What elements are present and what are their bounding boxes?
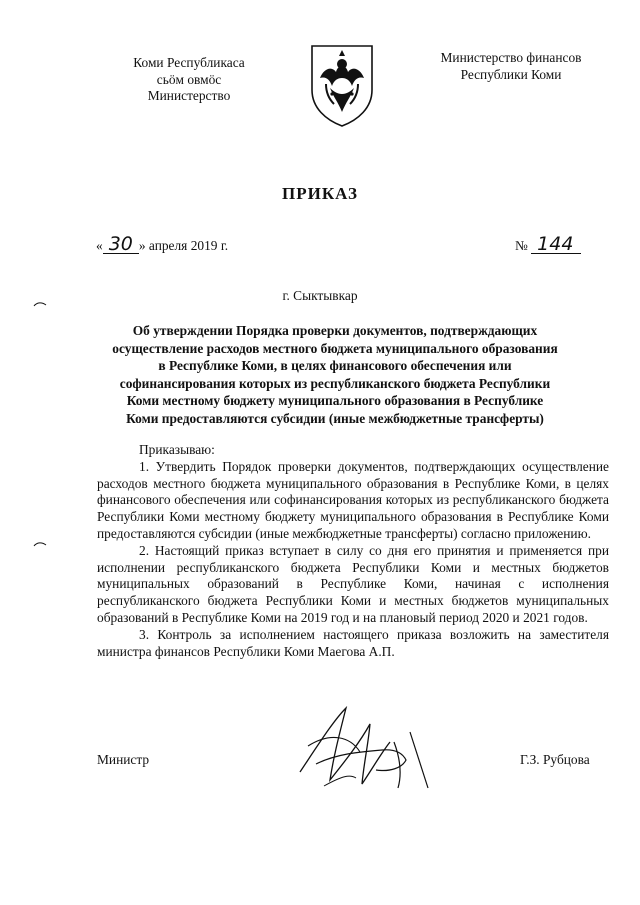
- number-prefix: №: [515, 238, 528, 253]
- number-value-handwritten: 144: [531, 236, 581, 254]
- subject-line: Об утверждении Порядка проверки документов, подтверждающих: [132, 323, 538, 338]
- header-left-line: сьӧм овмӧс: [156, 71, 222, 87]
- subject-line: Коми предоставляются субсидии (иные межбюджетные трансферты): [126, 410, 544, 426]
- order-item-3: 3. Контроль за исполнением настоящего приказа возложить на заместителя министра финансов Республики Коми Маегова А.П.: [97, 626, 609, 659]
- city: г. Сыктывкар: [282, 288, 358, 303]
- handwritten-signature-icon: [290, 702, 440, 794]
- order-number: [515, 233, 581, 255]
- margin-mark: [33, 300, 47, 308]
- signatory-name: Г.З. Рубцова: [520, 752, 590, 767]
- order-subject: [90, 322, 580, 428]
- ministry-name-komi: [108, 55, 270, 105]
- order-body: [97, 442, 609, 660]
- subject-line: софинансирования которых из республиканского бюджета Республики: [119, 375, 551, 391]
- date-open-quote: «: [96, 238, 103, 253]
- header-right-line: Министерство финансов: [440, 50, 582, 65]
- header-left-line: Коми Республикаса: [133, 55, 245, 70]
- header-right-line: Республики Коми: [460, 66, 562, 82]
- order-date: [96, 233, 229, 255]
- order-item-1: 1. Утвердить Порядок проверки документов, подтверждающих осуществление расходов местного бюджета муниципального образования в Республике Коми, в целях финансового обеспечения или софинансирования которых из республиканского бюджета Республики Коми местному бюджету муниципального образования в Республике Коми предоставляются субсидии (иные межбюджетные трансферты) согласно приложению.: [97, 458, 609, 541]
- date-day-handwritten: 30: [103, 236, 139, 254]
- order-intro: Приказываю:: [139, 442, 215, 457]
- komi-coat-of-arms-icon: [306, 42, 378, 128]
- subject-line: Коми местному бюджету муниципального образования в Республике: [126, 393, 544, 409]
- subject-line: в Республике Коми, в целях финансового обеспечения или: [158, 358, 512, 374]
- header-left-line: Министерство: [147, 88, 231, 103]
- order-item-2: 2. Настоящий приказ вступает в силу со дня его принятия и применяется при исполнении республиканского бюджета Республики Коми и местных бюджетов муниципальных образований в Республике Коми, начиная с исполнения республиканского бюджета Республики Коми и местных бюджетов муниципальных образований в Республике Коми на 2019 год и на плановый период 2020 и 2021 годов.: [97, 542, 609, 625]
- document-title: ПРИКАЗ: [282, 184, 358, 203]
- subject-line: осуществление расходов местного бюджета муниципального образования: [112, 340, 558, 356]
- ministry-name-russian: [420, 50, 602, 83]
- signatory-position: Министр: [97, 752, 150, 767]
- margin-mark: [33, 540, 47, 548]
- date-rest: » апреля 2019 г.: [138, 238, 229, 253]
